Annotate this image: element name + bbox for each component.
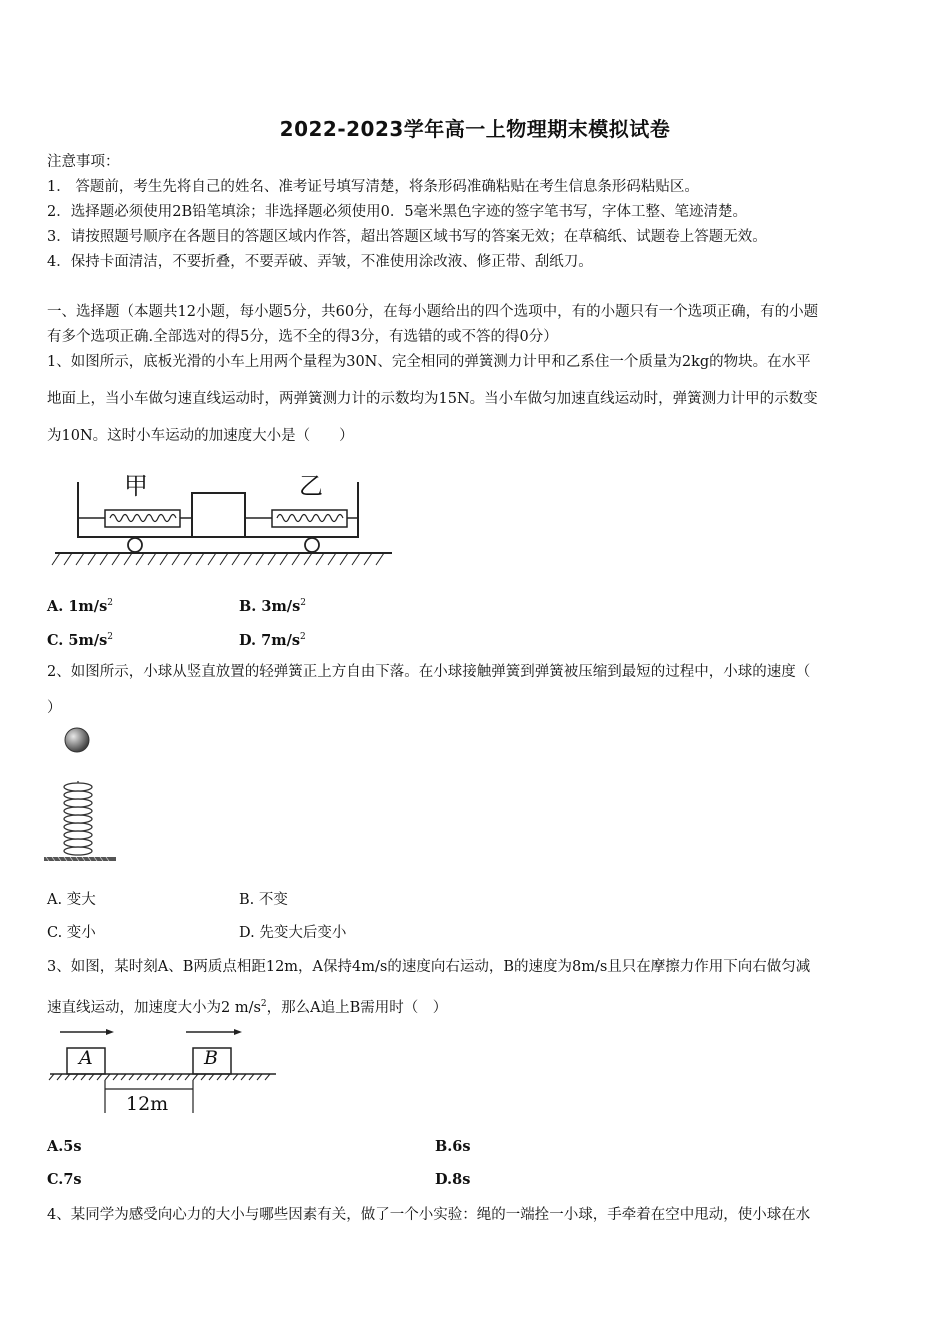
q3-option-a: A.5s <box>47 1138 82 1155</box>
notice-heading: 注意事项： <box>47 154 120 170</box>
section-heading-cont: 有多个选项正确.全部选对的得5分，选不全的得3分，有选错的或不答的得0分） <box>47 329 558 345</box>
q2-stem-line: 2、如图所示，小球从竖直放置的轻弹簧正上方自由下落。在小球接触弹簧到弹簧被压缩到最短的过程中，小球的速度（ <box>47 664 811 680</box>
q2-option-c: C. 变小 <box>47 925 96 941</box>
q3-stem-line2-b: ，那么A追上B需用时（ ） <box>266 999 448 1016</box>
q1-option-b-text: B. 3m/s <box>239 597 301 615</box>
notice-item: 1． 答题前，考生先将自己的姓名、准考证号填写清楚，将条形码准确粘贴在考生信息条形码粘贴区。 <box>47 179 699 195</box>
q3-option-c: C.7s <box>47 1171 82 1188</box>
q3-stem-line: 3、如图，某时刻A、B两质点相距12m，A保持4m/s的速度向右运动，B的速度为8m/s且只在摩擦力作用下向右做匀减 <box>47 959 811 975</box>
q3-stem-line2 <box>47 995 447 1017</box>
q1-option-c-sup: 2 <box>107 632 114 642</box>
q1-option-b-sup: 2 <box>300 598 306 608</box>
q1-option-d-text: D. 7m/s <box>239 631 301 649</box>
q1-option-d-sup: 2 <box>300 632 306 642</box>
q1-label-left: 甲 <box>124 472 148 500</box>
q1-option-a-text: A. 1m/s <box>47 597 108 615</box>
section-heading: 一、选择题（本题共12小题，每小题5分，共60分，在每小题给出的四个选项中，有的小题只有一个选项正确，有的小题 <box>47 304 819 320</box>
q3-stem-line2-a: 速直线运动，加速度大小为2 m/s <box>47 999 261 1016</box>
q1-option-c-text: C. 5m/s <box>47 631 108 649</box>
q1-option-d <box>239 628 306 650</box>
notice-item: 3．请按照题号顺序在各题目的答题区域内作答，超出答题区域书写的答案无效；在草稿纸、试题卷上答题无效。 <box>47 229 767 245</box>
q2-option-b: B. 不变 <box>239 892 288 908</box>
q3-option-b: B.6s <box>435 1138 471 1155</box>
q2-option-a: A. 变大 <box>47 892 96 908</box>
q2-option-d: D. 先变大后变小 <box>239 925 347 941</box>
q1-option-c <box>47 628 113 650</box>
page-title: 2022-2023学年高一上物理期末模拟试卷 <box>279 117 671 141</box>
q1-stem-line: 地面上，当小车做匀速直线运动时，两弹簧测力计的示数均为15N。当小车做匀加速直线运动时，弹簧测力计甲的示数变 <box>47 391 818 407</box>
q1-cart-figure <box>50 465 395 570</box>
q3-label-b: B <box>204 1047 218 1069</box>
notice-item: 4．保持卡面清洁，不要折叠，不要弄破、弄皱，不准使用涂改液、修正带、刮纸刀。 <box>47 254 593 270</box>
q3-distance-label: 12m <box>126 1093 169 1115</box>
q4-stem-line: 4、某同学为感受向心力的大小与哪些因素有关，做了一个小实验：绳的一端拴一小球，手牵着在空中甩动，使小球在水 <box>47 1207 811 1223</box>
q3-label-a: A <box>79 1047 93 1069</box>
q1-option-a-sup: 2 <box>107 598 113 608</box>
q2-stem-line: ） <box>47 700 62 716</box>
q1-option-b <box>239 594 306 616</box>
q2-spring-figure <box>44 725 119 865</box>
q3-option-d: D.8s <box>435 1171 471 1188</box>
q3-stem-sup: 2 <box>260 999 267 1009</box>
q1-label-right: 乙 <box>299 472 323 500</box>
q1-stem-line: 1、如图所示，底板光滑的小车上用两个量程为30N、完全相同的弹簧测力计甲和乙系住一个质量为2kg的物块。在水平 <box>47 354 811 370</box>
q1-option-a <box>47 594 113 616</box>
notice-item: 2．选择题必须使用2B铅笔填涂；非选择题必须使用0．5毫米黑色字迹的签字笔书写，字体工整、笔迹清楚。 <box>47 204 748 220</box>
q1-stem-line: 为10N。这时小车运动的加速度大小是（ ） <box>47 428 354 444</box>
